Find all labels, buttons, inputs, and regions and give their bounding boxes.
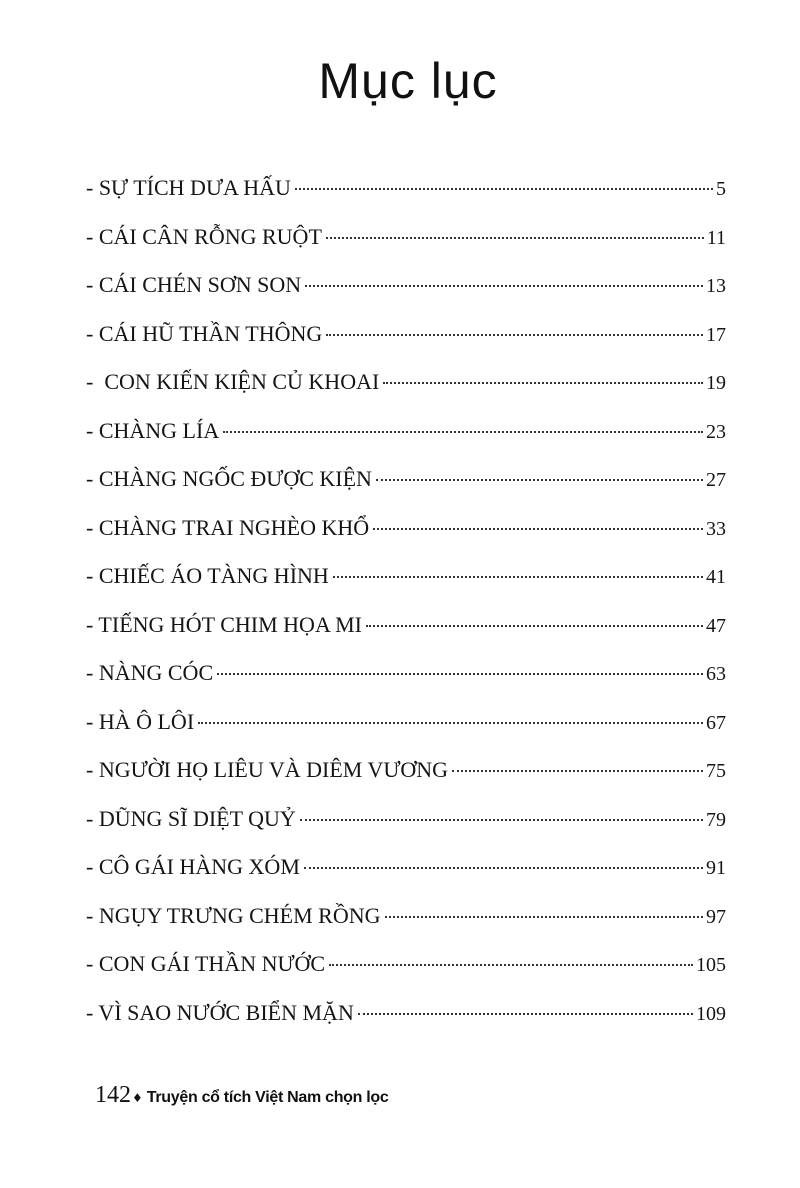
toc-entry-title: - SỰ TÍCH DƯA HẤU xyxy=(86,175,291,200)
toc-entry xyxy=(86,993,726,1042)
dotted-leader xyxy=(198,722,703,724)
dotted-leader xyxy=(358,1013,693,1015)
page-title: Mục lục xyxy=(318,53,498,109)
toc-entry-page: 19 xyxy=(706,372,726,394)
toc-entry-title: - NÀNG CÓC xyxy=(86,660,214,685)
page-footer xyxy=(95,1082,389,1109)
dotted-leader xyxy=(326,334,703,336)
toc-entry xyxy=(86,896,726,945)
toc-entry xyxy=(86,314,726,363)
dotted-leader xyxy=(304,867,703,869)
dotted-leader xyxy=(300,819,703,821)
toc-entry-page: 109 xyxy=(696,1002,726,1025)
toc-entry-page: 5 xyxy=(716,178,726,200)
toc-entry-page: 17 xyxy=(706,323,726,346)
toc-entry-title: - TIẾNG HÓT CHIM HỌA MI xyxy=(86,611,363,637)
toc-entry xyxy=(86,750,726,799)
toc-entry xyxy=(86,847,726,896)
toc-entry-page: 11 xyxy=(706,226,726,249)
toc-entry-title: - CON GÁI THẦN NƯỚC xyxy=(86,951,326,976)
toc-entry-page: 97 xyxy=(706,905,726,928)
footer-page-number: 142 xyxy=(95,1082,131,1108)
toc-entry-page: 47 xyxy=(706,614,726,637)
toc-entry-page: 79 xyxy=(706,808,726,831)
toc-entry-title: - CÁI CHÉN SƠN SON xyxy=(86,272,302,297)
toc-entry-title: - VÌ SAO NƯỚC BIỂN MẶN xyxy=(86,999,354,1025)
toc-entry-page: 13 xyxy=(706,275,726,297)
toc-entry-title: - CÔ GÁI HÀNG XÓM xyxy=(86,854,300,879)
footer-book-title: Truyện cổ tích Việt Nam chọn lọc xyxy=(146,1089,389,1106)
dotted-leader xyxy=(326,237,704,239)
table-of-contents xyxy=(86,168,726,1041)
toc-entry-page: 75 xyxy=(706,760,726,782)
toc-entry xyxy=(86,605,726,654)
dotted-leader xyxy=(333,576,703,578)
toc-entry-page: 63 xyxy=(706,663,726,685)
dotted-leader xyxy=(329,964,693,966)
toc-entry-title: - DŨNG SĨ DIỆT QUỶ xyxy=(86,805,296,831)
diamond-bullet-icon: ♦ xyxy=(132,1091,143,1105)
toc-entry-title: - CHIẾC ÁO TÀNG HÌNH xyxy=(86,563,329,588)
toc-entry xyxy=(86,168,726,217)
dotted-leader xyxy=(452,770,703,772)
toc-entry-page: 105 xyxy=(696,954,726,976)
toc-entry-title: - CHÀNG TRAI NGHÈO KHỔ xyxy=(86,514,370,540)
dotted-leader xyxy=(376,479,703,481)
toc-entry-title: - CÁI HŨ THẦN THÔNG xyxy=(86,320,323,346)
toc-entry-title: - HÀ Ô LÔI xyxy=(86,708,195,734)
dotted-leader xyxy=(217,673,703,675)
toc-entry-title: - CÁI CÂN RỖNG RUỘT xyxy=(86,223,322,249)
dotted-leader xyxy=(385,916,703,918)
toc-entry xyxy=(86,702,726,751)
dotted-leader xyxy=(366,625,703,627)
dotted-leader xyxy=(305,285,703,287)
toc-entry xyxy=(86,411,726,460)
toc-entry-title: - CHÀNG LÍA xyxy=(86,417,220,443)
dotted-leader xyxy=(295,188,713,190)
toc-entry xyxy=(86,944,726,993)
toc-entry xyxy=(86,556,726,605)
toc-entry-page: 41 xyxy=(706,566,726,588)
toc-entry-page: 33 xyxy=(706,517,726,540)
toc-entry xyxy=(86,508,726,557)
toc-entry-page: 91 xyxy=(706,857,726,879)
toc-entry-title: - NGỤY TRƯNG CHÉM RỒNG xyxy=(86,902,381,928)
dotted-leader xyxy=(223,431,703,433)
dotted-leader xyxy=(373,528,703,530)
toc-entry-page: 67 xyxy=(706,711,726,734)
toc-entry-title: - CHÀNG NGỐC ĐƯỢC KIỆN xyxy=(86,466,372,491)
toc-entry xyxy=(86,799,726,848)
toc-entry-title: - NGƯỜI HỌ LIÊU VÀ DIÊM VƯƠNG xyxy=(86,757,449,782)
toc-entry-title: - CON KIẾN KIỆN CỦ KHOAI xyxy=(86,369,380,394)
toc-entry xyxy=(86,459,726,508)
toc-entry xyxy=(86,362,726,411)
toc-entry xyxy=(86,217,726,266)
toc-entry-page: 27 xyxy=(706,469,726,491)
toc-entry xyxy=(86,265,726,314)
toc-entry xyxy=(86,653,726,702)
dotted-leader xyxy=(383,382,703,384)
toc-entry-page: 23 xyxy=(706,420,726,443)
